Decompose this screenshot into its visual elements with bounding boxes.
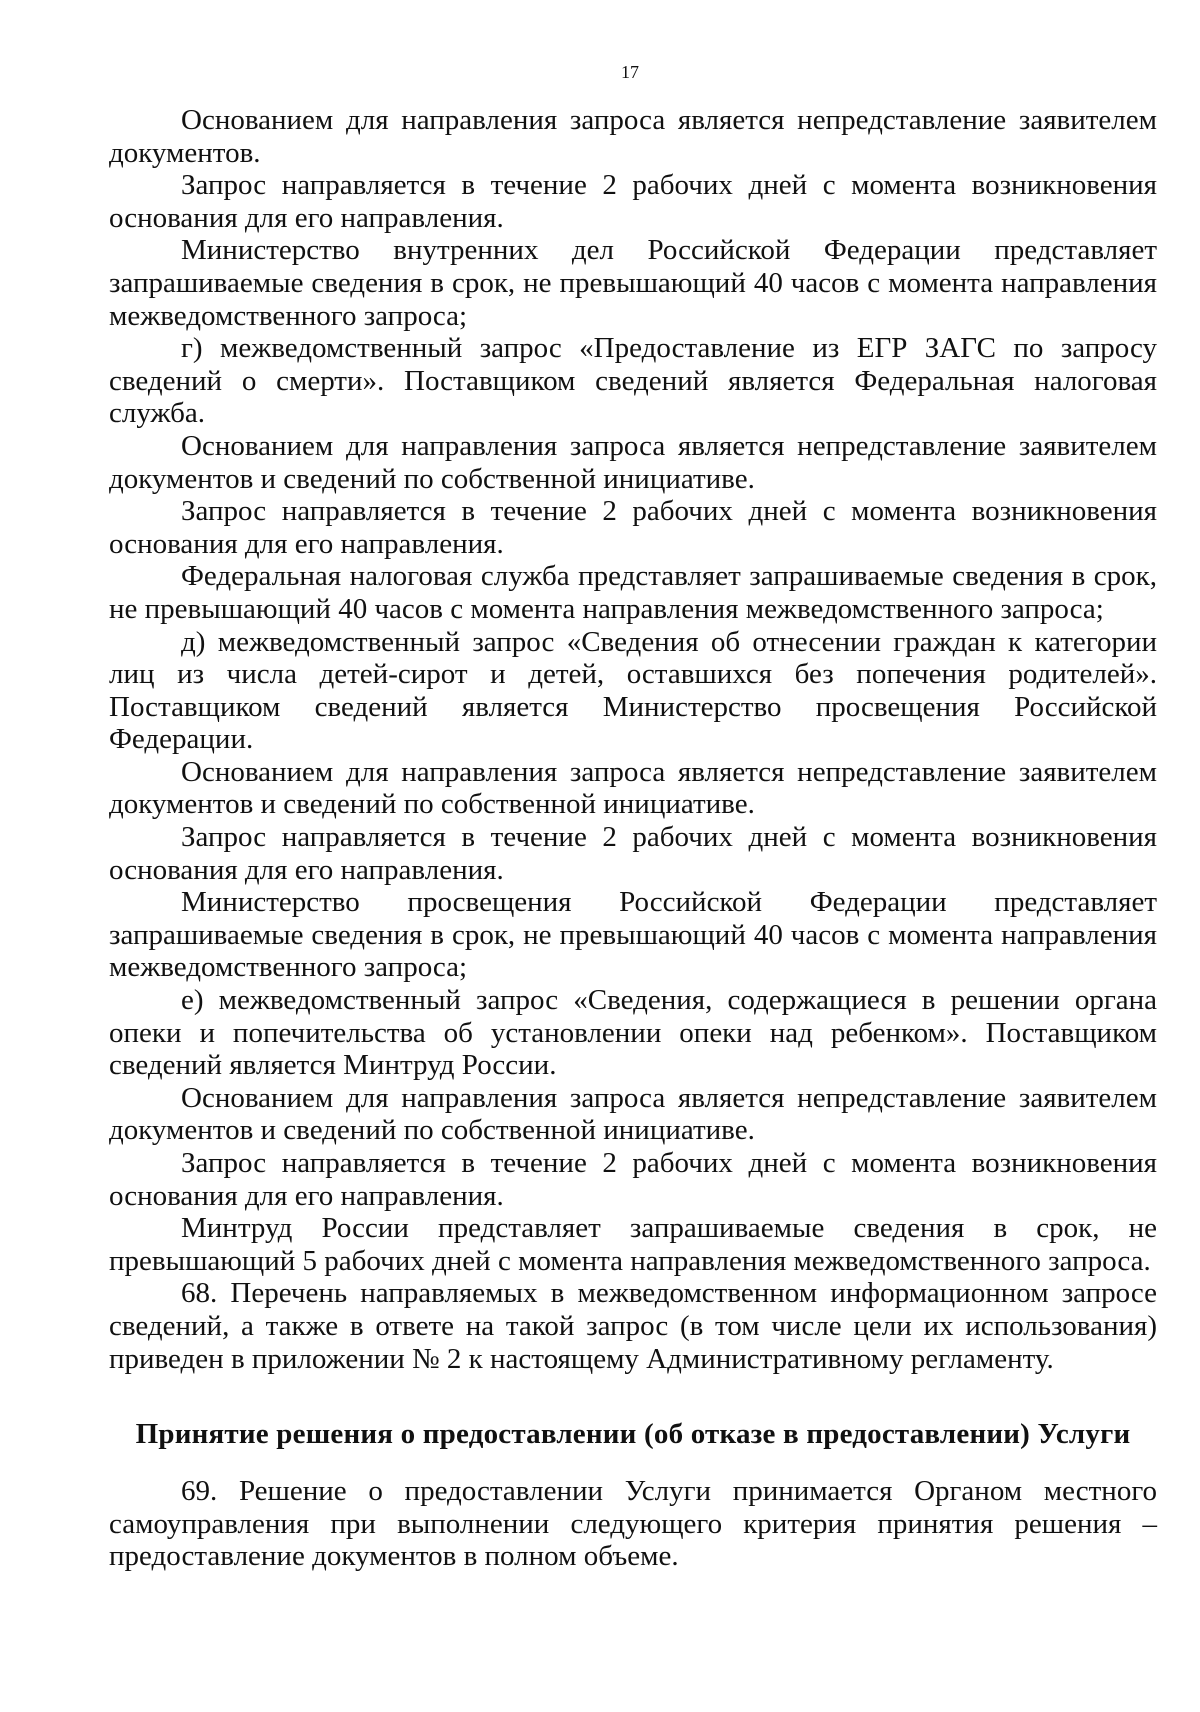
page-number: 17 <box>621 62 639 82</box>
paragraph: Основанием для направления запроса является непредставление заявителем документов и сведений по собственной инициативе. <box>109 1081 1157 1147</box>
paragraph: Федеральная налоговая служба представляет запрашиваемые сведения в срок, не превышающий 40 часов с момента направления межведомственного запроса; <box>109 560 1157 625</box>
paragraph: Основанием для направления запроса является непредставление заявителем документов. <box>109 104 1157 169</box>
document-body <box>109 104 1157 1573</box>
paragraph: Министерство внутренних дел Российской Федерации представляет запрашиваемые сведения в срок, не превышающий 40 часов с момента направления межведомственного запроса; <box>109 234 1157 332</box>
paragraph: Основанием для направления запроса является непредставление заявителем документов и сведений по собственной инициативе. <box>109 429 1157 495</box>
paragraph: Запрос направляется в течение 2 рабочих дней с момента возникновения основания для его направления. <box>109 1147 1157 1212</box>
paragraph: г) межведомственный запрос «Предоставление из ЕГР ЗАГС по запросу сведений о смерти». Поставщиком сведений является Федеральная налоговая служба. <box>109 332 1157 430</box>
paragraph: Запрос направляется в течение 2 рабочих дней с момента возникновения основания для его направления. <box>109 169 1157 234</box>
paragraph: Основанием для направления запроса является непредставление заявителем документов и сведений по собственной инициативе. <box>109 755 1157 821</box>
paragraph-69: 69. Решение о предоставлении Услуги принимается Органом местного самоуправления при выполнении следующего критерия принятия решения – предоставление документов в полном объеме. <box>109 1475 1157 1573</box>
paragraph: Министерство просвещения Российской Федерации представляет запрашиваемые сведения в срок, не превышающий 40 часов с момента направления межведомственного запроса; <box>109 886 1157 984</box>
paragraph: Запрос направляется в течение 2 рабочих дней с момента возникновения основания для его направления. <box>109 821 1157 886</box>
paragraph: е) межведомственный запрос «Сведения, содержащиеся в решении органа опеки и попечительства об установлении опеки над ребенком». Поставщиком сведений является Минтруд России. <box>109 984 1157 1082</box>
section-heading: Принятие решения о предоставлении (об отказе в предоставлении) Услуги <box>135 1418 1131 1451</box>
paragraph: Минтруд России представляет запрашиваемые сведения в срок, не превышающий 5 рабочих дней с момента направления межведомственного запроса. <box>109 1212 1157 1277</box>
paragraph-68: 68. Перечень направляемых в межведомственном информационном запросе сведений, а также в ответе на такой запрос (в том числе цели их использования) приведен в приложении № 2 к настоящему Административному регламенту. <box>109 1277 1157 1375</box>
paragraph: Запрос направляется в течение 2 рабочих дней с момента возникновения основания для его направления. <box>109 495 1157 560</box>
paragraph: д) межведомственный запрос «Сведения об отнесении граждан к категории лиц из числа детей-сирот и детей, оставшихся без попечения родителей». Поставщиком сведений является Министерство просвещения Российской Федерации. <box>109 625 1157 756</box>
